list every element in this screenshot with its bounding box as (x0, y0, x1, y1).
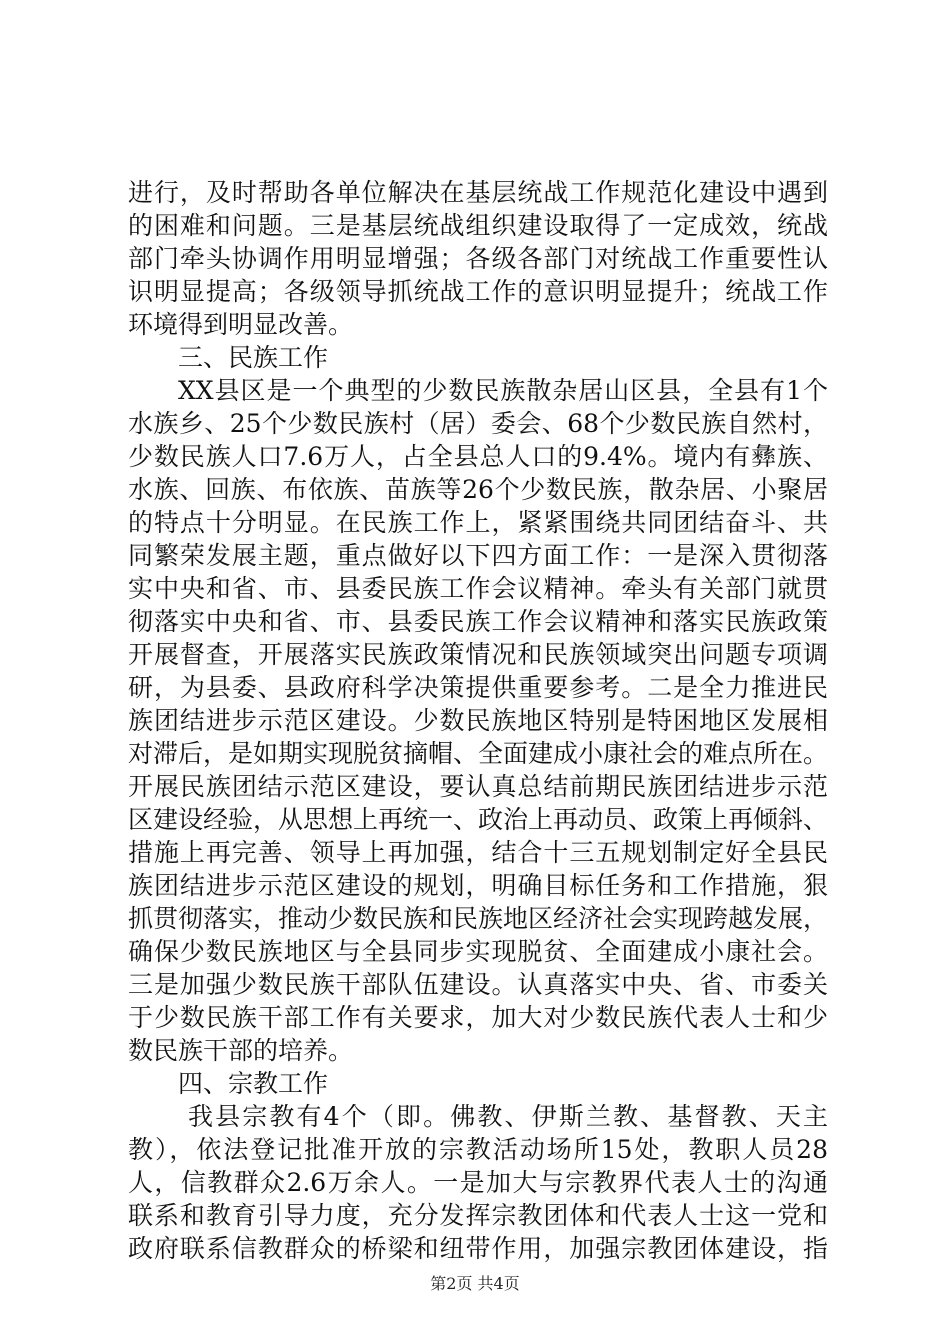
text-line: 我县宗教有4个（即。佛教、伊斯兰教、基督教、天主 (188, 1102, 828, 1131)
text-line: 开展督查，开展落实民族政策情况和民族领域突出问题专项调 (128, 640, 828, 669)
heading-ethnic-work: 三、民族工作 (178, 343, 329, 372)
heading-religious-work: 四、宗教工作 (178, 1069, 329, 1098)
text-line: 人，信教群众2.6万余人。一是加大与宗教界代表人士的沟通 (128, 1168, 828, 1197)
text-line: 水族、回族、布依族、苗族等26个少数民族，散杂居、小聚居 (128, 475, 828, 504)
text-line: XX县区是一个典型的少数民族散杂居山区县，全县有1个 (178, 376, 828, 405)
page-footer: 第2页 共4页 (430, 1274, 520, 1293)
paragraph-ethnic-work (128, 374, 828, 1067)
text-line: 的特点十分明显。在民族工作上，紧紧围绕共同团结奋斗、共 (128, 508, 828, 537)
text-line: 联系和教育引导力度，充分发挥宗教团体和代表人士这一党和 (128, 1201, 828, 1230)
text-line: 彻落实中央和省、市、县委民族工作会议精神和落实民族政策 (128, 607, 828, 636)
text-line: 数民族干部的培养。 (128, 1036, 354, 1065)
text-line: 开展民族团结示范区建设，要认真总结前期民族团结进步示范 (128, 772, 828, 801)
text-line: 区建设经验，从思想上再统一、政治上再动员、政策上再倾斜、 (128, 805, 828, 834)
text-line: 抓贯彻落实，推动少数民族和民族地区经济社会实现跨越发展， (128, 904, 828, 933)
text-line: 族团结进步示范区建设的规划，明确目标任务和工作措施，狠 (128, 871, 828, 900)
text-line: 少数民族人口7.6万人，占全县总人口的9.4%。境内有彝族、 (128, 442, 828, 471)
paragraph-continuation (128, 176, 828, 341)
text-line: 于少数民族干部工作有关要求，加大对少数民族代表人士和少 (128, 1003, 828, 1032)
text-line: 族团结进步示范区建设。少数民族地区特别是特困地区发展相 (128, 706, 828, 735)
text-line: 政府联系信教群众的桥梁和纽带作用，加强宗教团体建设，指 (128, 1234, 828, 1263)
text-line: 部门牵头协调作用明显增强；各级各部门对统战工作重要性认 (128, 244, 828, 273)
text-line: 同繁荣发展主题，重点做好以下四方面工作：一是深入贯彻落 (128, 541, 828, 570)
text-line: 三是加强少数民族干部队伍建设。认真落实中央、省、市委关 (128, 970, 828, 999)
paragraph-religious-work (128, 1100, 828, 1265)
text-line: 实中央和省、市、县委民族工作会议精神。牵头有关部门就贯 (128, 574, 828, 603)
text-line: 进行，及时帮助各单位解决在基层统战工作规范化建设中遇到 (128, 178, 828, 207)
text-line: 识明显提高；各级领导抓统战工作的意识明显提升；统战工作 (128, 277, 828, 306)
text-line: 的困难和问题。三是基层统战组织建设取得了一定成效，统战 (128, 211, 828, 240)
text-line: 环境得到明显改善。 (128, 310, 354, 339)
text-line: 教），依法登记批准开放的宗教活动场所15处，教职人员28 (128, 1135, 828, 1164)
text-line: 对滞后，是如期实现脱贫摘帽、全面建成小康社会的难点所在。 (128, 739, 828, 768)
text-line: 研，为县委、县政府科学决策提供重要参考。二是全力推进民 (128, 673, 828, 702)
text-line: 水族乡、25个少数民族村（居）委会、68个少数民族自然村， (128, 409, 828, 438)
text-line: 措施上再完善、领导上再加强，结合十三五规划制定好全县民 (128, 838, 828, 867)
text-line: 确保少数民族地区与全县同步实现脱贫、全面建成小康社会。 (128, 937, 828, 966)
document-body (128, 176, 828, 1265)
